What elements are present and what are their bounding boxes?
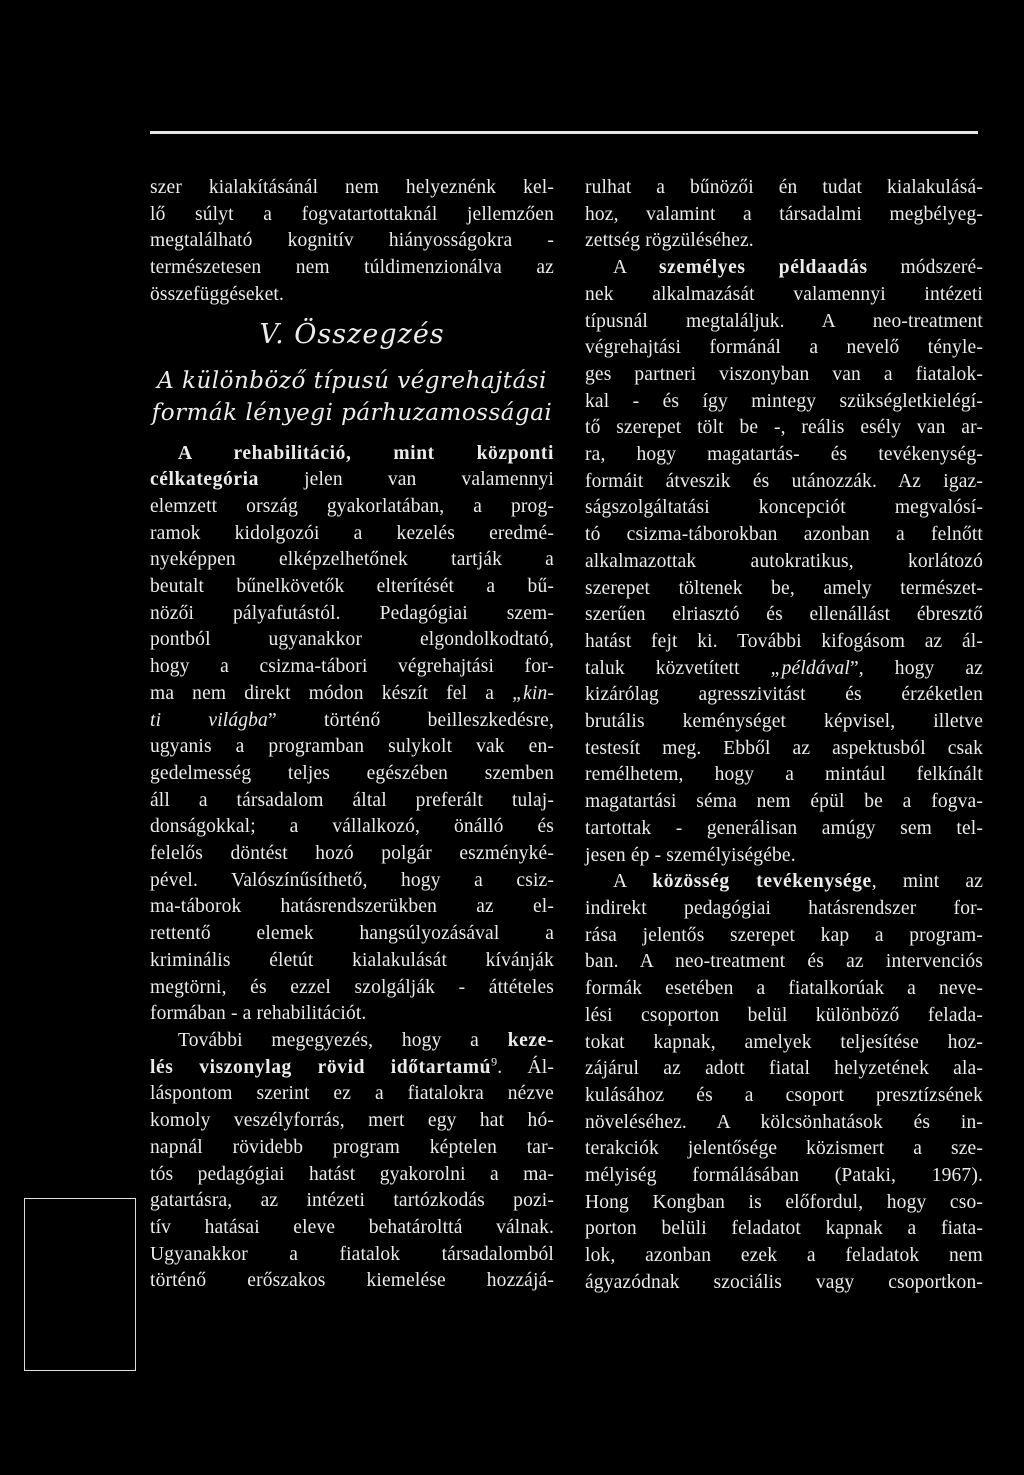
bold-term: személyes példaadás — [658, 257, 868, 279]
text-line — [150, 681, 554, 708]
text-line: ma-táborok hatásrendszerükben az el- — [150, 896, 554, 918]
text-line: gedelmesség teljes egészében szemben — [150, 762, 554, 784]
margin-box — [24, 1198, 136, 1371]
text-line: magatartási séma nem épül be a fogva- — [585, 791, 983, 813]
text-line: nyeképpen elképzelhetőnek tartják a — [150, 549, 554, 571]
text-line: rettentő elemek hangsúlyozásával a — [150, 923, 554, 945]
text-line: természetesen nem túldimenzionálva az — [150, 257, 554, 279]
text-line: felelős döntést hozó polgár eszményké- — [150, 843, 554, 865]
footnote-mark: 9 — [491, 1054, 498, 1069]
text-line — [150, 1028, 554, 1055]
text-line: történő erőszakos kiemelése hozzájá- — [150, 1270, 554, 1292]
text-line: kal - és így mintegy szükségletkielégí- — [585, 390, 983, 412]
text-line: tív hatásai eleve behatárolttá válnak. — [150, 1216, 554, 1238]
text-line: hatást fejt ki. További kifogásom az ál- — [585, 630, 983, 652]
text-line: tő szerepet tölt be -, reális esély van ar- — [585, 417, 983, 439]
text-line: szerűen elriasztó és ellenállást ébresztő — [585, 604, 983, 626]
text-line: nek alkalmazását valamennyi intézeti — [585, 283, 983, 305]
text-line: ágyazódnak szociális vagy csoportkon- — [585, 1271, 983, 1293]
section-subtitle: A különböző típusú végrehajtási — [157, 367, 547, 394]
text-line: lési csoporton belül különböző felada- — [585, 1004, 983, 1026]
text-line: kulásához és a csoport presztízsének — [585, 1084, 983, 1106]
text-line: lő súlyt a fogvatartottaknál jellemzően — [150, 203, 554, 225]
text-line: remélhetem, hogy a mintául felkínált — [585, 764, 983, 786]
text-line: végrehajtási formánál a nevelő ténylе- — [585, 337, 983, 359]
text-line: megtörni, és ezzel szolgálják - áttételes — [150, 976, 554, 998]
italic-term: „példával — [770, 657, 850, 679]
text-line: ges partneri viszonyban van a fiatalok- — [585, 363, 983, 385]
text-run: A — [613, 871, 653, 893]
text-line: áll a társadalom által preferált tulaj- — [150, 789, 554, 811]
text-line: rulhat a bűnözői én tudat kialakulásá- — [585, 177, 983, 198]
text-run: jelen van valamennyi — [259, 469, 554, 491]
text-run: , mint az — [871, 871, 984, 893]
italic-term: ti világba — [150, 709, 268, 731]
text-line: pontból ugyanakkor elgondolkodtató, — [150, 629, 554, 651]
text-line: formában - a rehabilitációt. — [150, 1003, 367, 1025]
bold-term: lés viszonylag rövid időtartamú — [150, 1056, 492, 1078]
text-line: porton belüli feladatot kapnak a fiata- — [585, 1218, 983, 1240]
top-rule — [150, 131, 978, 134]
text-run: További megegyezés, hogy a — [178, 1029, 508, 1051]
text-line: elemzett ország gyakorlatában, a prog- — [150, 495, 554, 517]
bold-term: A rehabilitáció, mint központi — [178, 442, 554, 464]
text-line: napnál rövidebb program képtelen tar- — [150, 1136, 554, 1158]
text-line: gatartásra, az intézeti tartózkodás pozi- — [150, 1190, 554, 1212]
text-line: pével. Valószínűsíthető, hogy a csiz- — [150, 869, 554, 891]
text-line: indirekt pedagógiai hatásrendszer for- — [585, 897, 983, 919]
text-line: ramok kidolgozói a kezelés eredmé- — [150, 522, 554, 544]
text-run: ” történő beilleszkedésre, — [267, 709, 554, 731]
text-line: beutalt bűnelkövetők elterítését a bű- — [150, 576, 554, 598]
text-line: összefüggéseket. — [150, 283, 284, 305]
right-column — [585, 175, 983, 1297]
text-line: megtalálható kognitív hiányosságokra - — [150, 230, 554, 252]
italic-term: „kin- — [512, 682, 554, 704]
bold-term: keze- — [507, 1029, 554, 1051]
text-line: ugyanis a programban sulykolt vak en- — [150, 736, 554, 758]
text-line: komoly veszélyforrás, mert egy hat hó- — [150, 1110, 554, 1132]
text-line: ságszolgáltatási koncepciót megvalósí- — [585, 497, 983, 519]
text-line: donságokkal; a vállalkozó, önálló és — [150, 816, 554, 838]
text-run: taluk közvetített — [585, 657, 771, 679]
text-line: szer kialakításánál nem helyeznénk kel- — [150, 177, 554, 198]
text-run: ma nem direkt módon készít fel a — [150, 682, 513, 704]
text-line: ra, hogy magatartás- és tevékenység- — [585, 444, 983, 466]
text-line: alkalmazottak autokratikus, korlátozó — [585, 550, 983, 572]
text-line — [150, 1055, 554, 1082]
text-line — [150, 467, 554, 494]
text-run: . Ál- — [497, 1056, 554, 1078]
text-line: típusnál megtaláljuk. A neo-treatment — [585, 310, 983, 332]
text-line: hoz, valamint a társadalmi megbélyeg- — [585, 203, 983, 225]
text-run: ”, hogy az — [850, 657, 983, 679]
text-line: testesít meg. Ebből az aspektusból csak — [585, 737, 983, 759]
text-line: tartottak - generálisan amúgy sem tel- — [585, 817, 983, 839]
text-line: nözői pályafutástól. Pedagógiai szem- — [150, 602, 554, 624]
text-line: formáit átveszik és utánozzák. Az igaz- — [585, 470, 983, 492]
section-title: V. Összegzés — [259, 318, 445, 350]
bold-term: közösség tevékenysége — [652, 871, 872, 893]
text-line: mélyiség formálásában (Pataki, 1967). — [585, 1165, 983, 1187]
text-line: rása jelentős szerepet kap a program- — [585, 924, 983, 946]
text-line: láspontom szerint ez a fiatalokra nézve — [150, 1083, 554, 1105]
text-line: lok, azonban ezek a feladatok nem — [585, 1245, 983, 1267]
text-run: módszeré- — [867, 257, 984, 279]
text-line: tós pedagógiai hatást gyakorolni a ma- — [150, 1163, 554, 1185]
text-line: kriminális életút kialakulását kívánják — [150, 949, 554, 971]
text-line: szerepet töltenek be, amely természet- — [585, 577, 983, 599]
text-line: tokat kapnak, amelyek teljesítése hoz- — [585, 1031, 983, 1053]
text-line: hogy a csizma-tábori végrehajtási for- — [150, 656, 554, 678]
left-column — [150, 175, 554, 1295]
text-line: brutális keménységet képvisel, illetve — [585, 711, 983, 733]
section-subtitle: formák lényegi párhuzamosságai — [151, 399, 553, 426]
text-line: formák esetében a fiatalkorúak a neve- — [585, 978, 983, 1000]
text-line: ban. A neo-treatment és az intervenciós — [585, 951, 983, 973]
text-line — [585, 656, 983, 683]
text-line: zájárul az adott fiatal helyzetének ala- — [585, 1058, 983, 1080]
text-line: növeléséhez. A kölcsönhatások és in- — [585, 1111, 983, 1133]
text-line — [585, 869, 983, 896]
text-line — [150, 708, 554, 735]
text-line: tó csizma-táborokban azonban a felnőtt — [585, 524, 983, 546]
text-line: Ugyanakkor a fiatalok társadalomból — [150, 1243, 554, 1265]
bold-term: célkategória — [150, 469, 259, 491]
text-line: Hong Kongban is előfordul, hogy cso- — [585, 1191, 983, 1213]
text-line: jesen ép - személyiségébe. — [585, 844, 796, 866]
text-line — [585, 255, 983, 282]
text-line: zettség rögzüléséhez. — [585, 230, 754, 252]
text-line: kizárólag agresszivitást és érzéketlen — [585, 684, 983, 706]
text-line — [150, 441, 554, 468]
text-run: A — [613, 257, 659, 279]
text-line: terakciók jelentősége közismert a sze- — [585, 1138, 983, 1160]
